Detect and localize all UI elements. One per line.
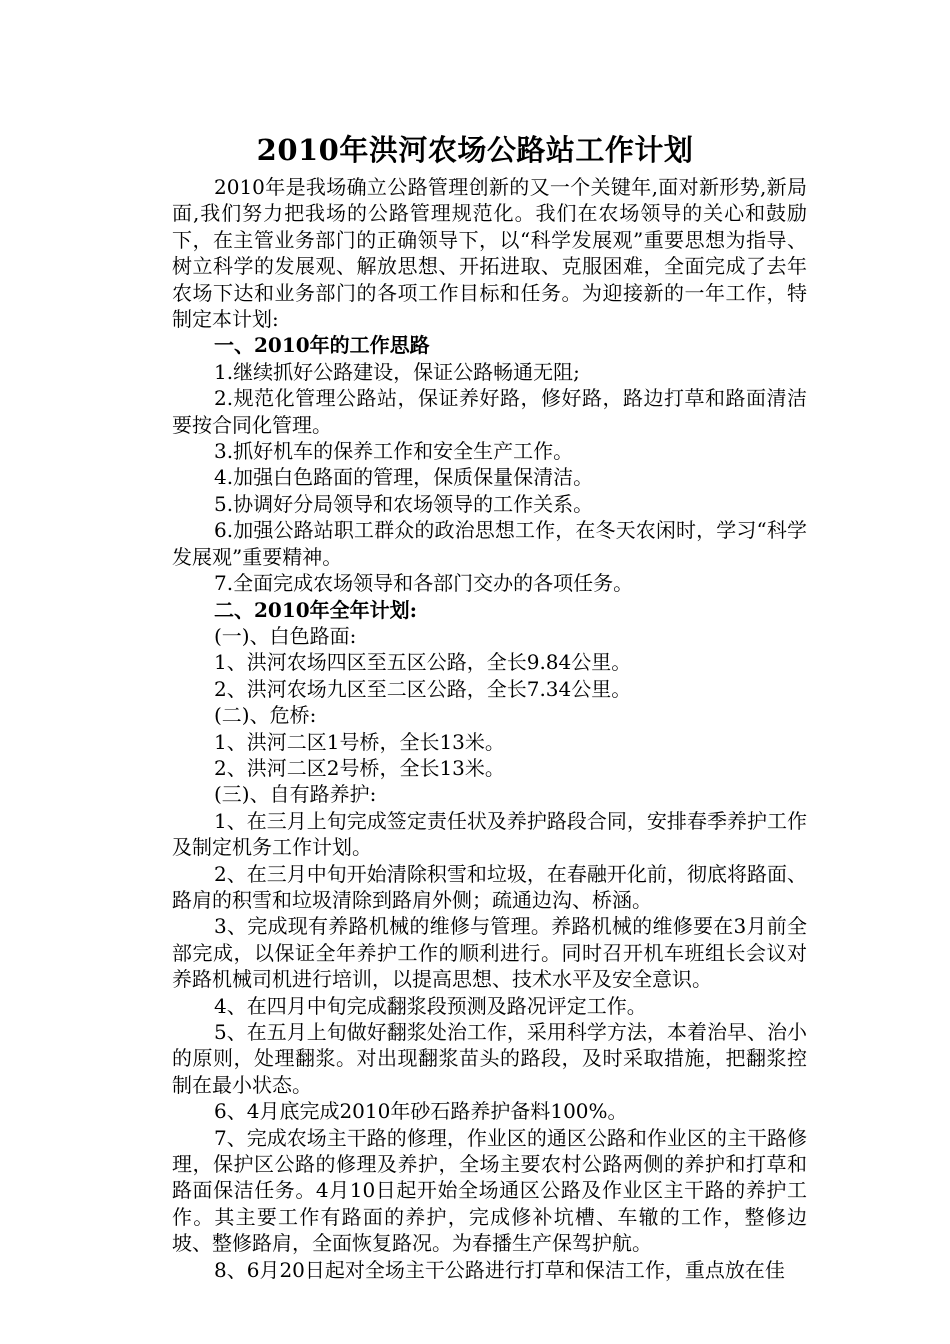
paragraph: 7、完成农场主干路的修理，作业区的通区公路和作业区的主干路修理，保护区公路的修理及养护，全场主要农村公路两侧的养护和打草和路面保洁任务。4月10日起开始全场通区公路及作业区主干路的养护工作。其主要工作有路面的养护，完成修补坑槽、车辙的工作，整修边坡、整修路肩，全面恢复路况。为春播生产保驾护航。 bbox=[172, 1125, 807, 1256]
paragraph: 5.协调好分局领导和农场领导的工作关系。 bbox=[214, 491, 594, 516]
paragraph: 6、4月底完成2010年砂石路养护备料100%。 bbox=[214, 1099, 628, 1124]
paragraph: (二)、危桥: bbox=[214, 703, 317, 728]
paragraph: 1、洪河二区1号桥，全长13米。 bbox=[214, 729, 505, 754]
document-title: 2010年洪河农场公路站工作计划 bbox=[256, 133, 694, 167]
section-heading: 一、2010年的工作思路 bbox=[214, 333, 430, 358]
paragraph: 3、完成现有养路机械的维修与管理。养路机械的维修要在3月前全部完成，以保证全年养护工作的顺利进行。同时召开机车班组长会议对养路机械司机进行培训，以提高思想、技术水平及安全意识。 bbox=[172, 914, 807, 992]
section-heading: 二、2010年全年计划: bbox=[214, 597, 418, 622]
paragraph: 1、洪河农场四区至五区公路，全长9.84公里。 bbox=[214, 650, 632, 675]
paragraph: 4、在四月中旬完成翻浆段预测及路况评定工作。 bbox=[214, 993, 647, 1018]
document-body bbox=[172, 174, 807, 1283]
paragraph: 8、6月20日起对全场主干公路进行打草和保洁工作，重点放在佳 bbox=[214, 1257, 785, 1282]
paragraph: 4.加强白色路面的管理，保质保量保清洁。 bbox=[214, 465, 594, 490]
paragraph: 5、在五月上旬做好翻浆处治工作，采用科学方法，本着治早、治小的原则，处理翻浆。对出现翻浆苗头的路段，及时采取措施，把翻浆控制在最小状态。 bbox=[172, 1020, 807, 1097]
paragraph: 3.抓好机车的保养工作和安全生产工作。 bbox=[214, 439, 574, 464]
paragraph: (三)、自有路养护: bbox=[214, 782, 377, 807]
paragraph: 2010年是我场确立公路管理创新的又一个关键年,面对新形势,新局面,我们努力把我场的公路管理规范化。我们在农场领导的关心和鼓励下，在主管业务部门的正确领导下，以“科学发展观”重要思想为指导、树立科学的发展观、解放思想、开拓进取、克服困难，全面完成了去年农场下达和业务部门的各项工作目标和任务。为迎接新的一年工作，特制定本计划: bbox=[172, 175, 807, 332]
paragraph: 2、洪河农场九区至二区公路，全长7.34公里。 bbox=[214, 676, 632, 701]
paragraph: 1、在三月上旬完成签定责任状及养护路段合同，安排春季养护工作及制定机务工作计划。 bbox=[172, 808, 807, 860]
paragraph: 2.规范化管理公路站，保证养好路，修好路，路边打草和路面清洁要按合同化管理。 bbox=[172, 386, 807, 437]
paragraph: 2、洪河二区2号桥，全长13米。 bbox=[214, 755, 505, 780]
paragraph: 1.继续抓好公路建设，保证公路畅通无阻; bbox=[214, 359, 580, 384]
paragraph: 7.全面完成农场领导和各部门交办的各项任务。 bbox=[214, 571, 634, 596]
paragraph: 6.加强公路站职工群众的政治思想工作，在冬天农闲时，学习“科学发展观”重要精神。 bbox=[172, 518, 807, 569]
paragraph: (一)、白色路面: bbox=[214, 623, 357, 648]
paragraph: 2、在三月中旬开始清除积雪和垃圾，在春融开化前，彻底将路面、路肩的积雪和垃圾清除到路肩外侧；疏通边沟、桥涵。 bbox=[172, 861, 807, 912]
